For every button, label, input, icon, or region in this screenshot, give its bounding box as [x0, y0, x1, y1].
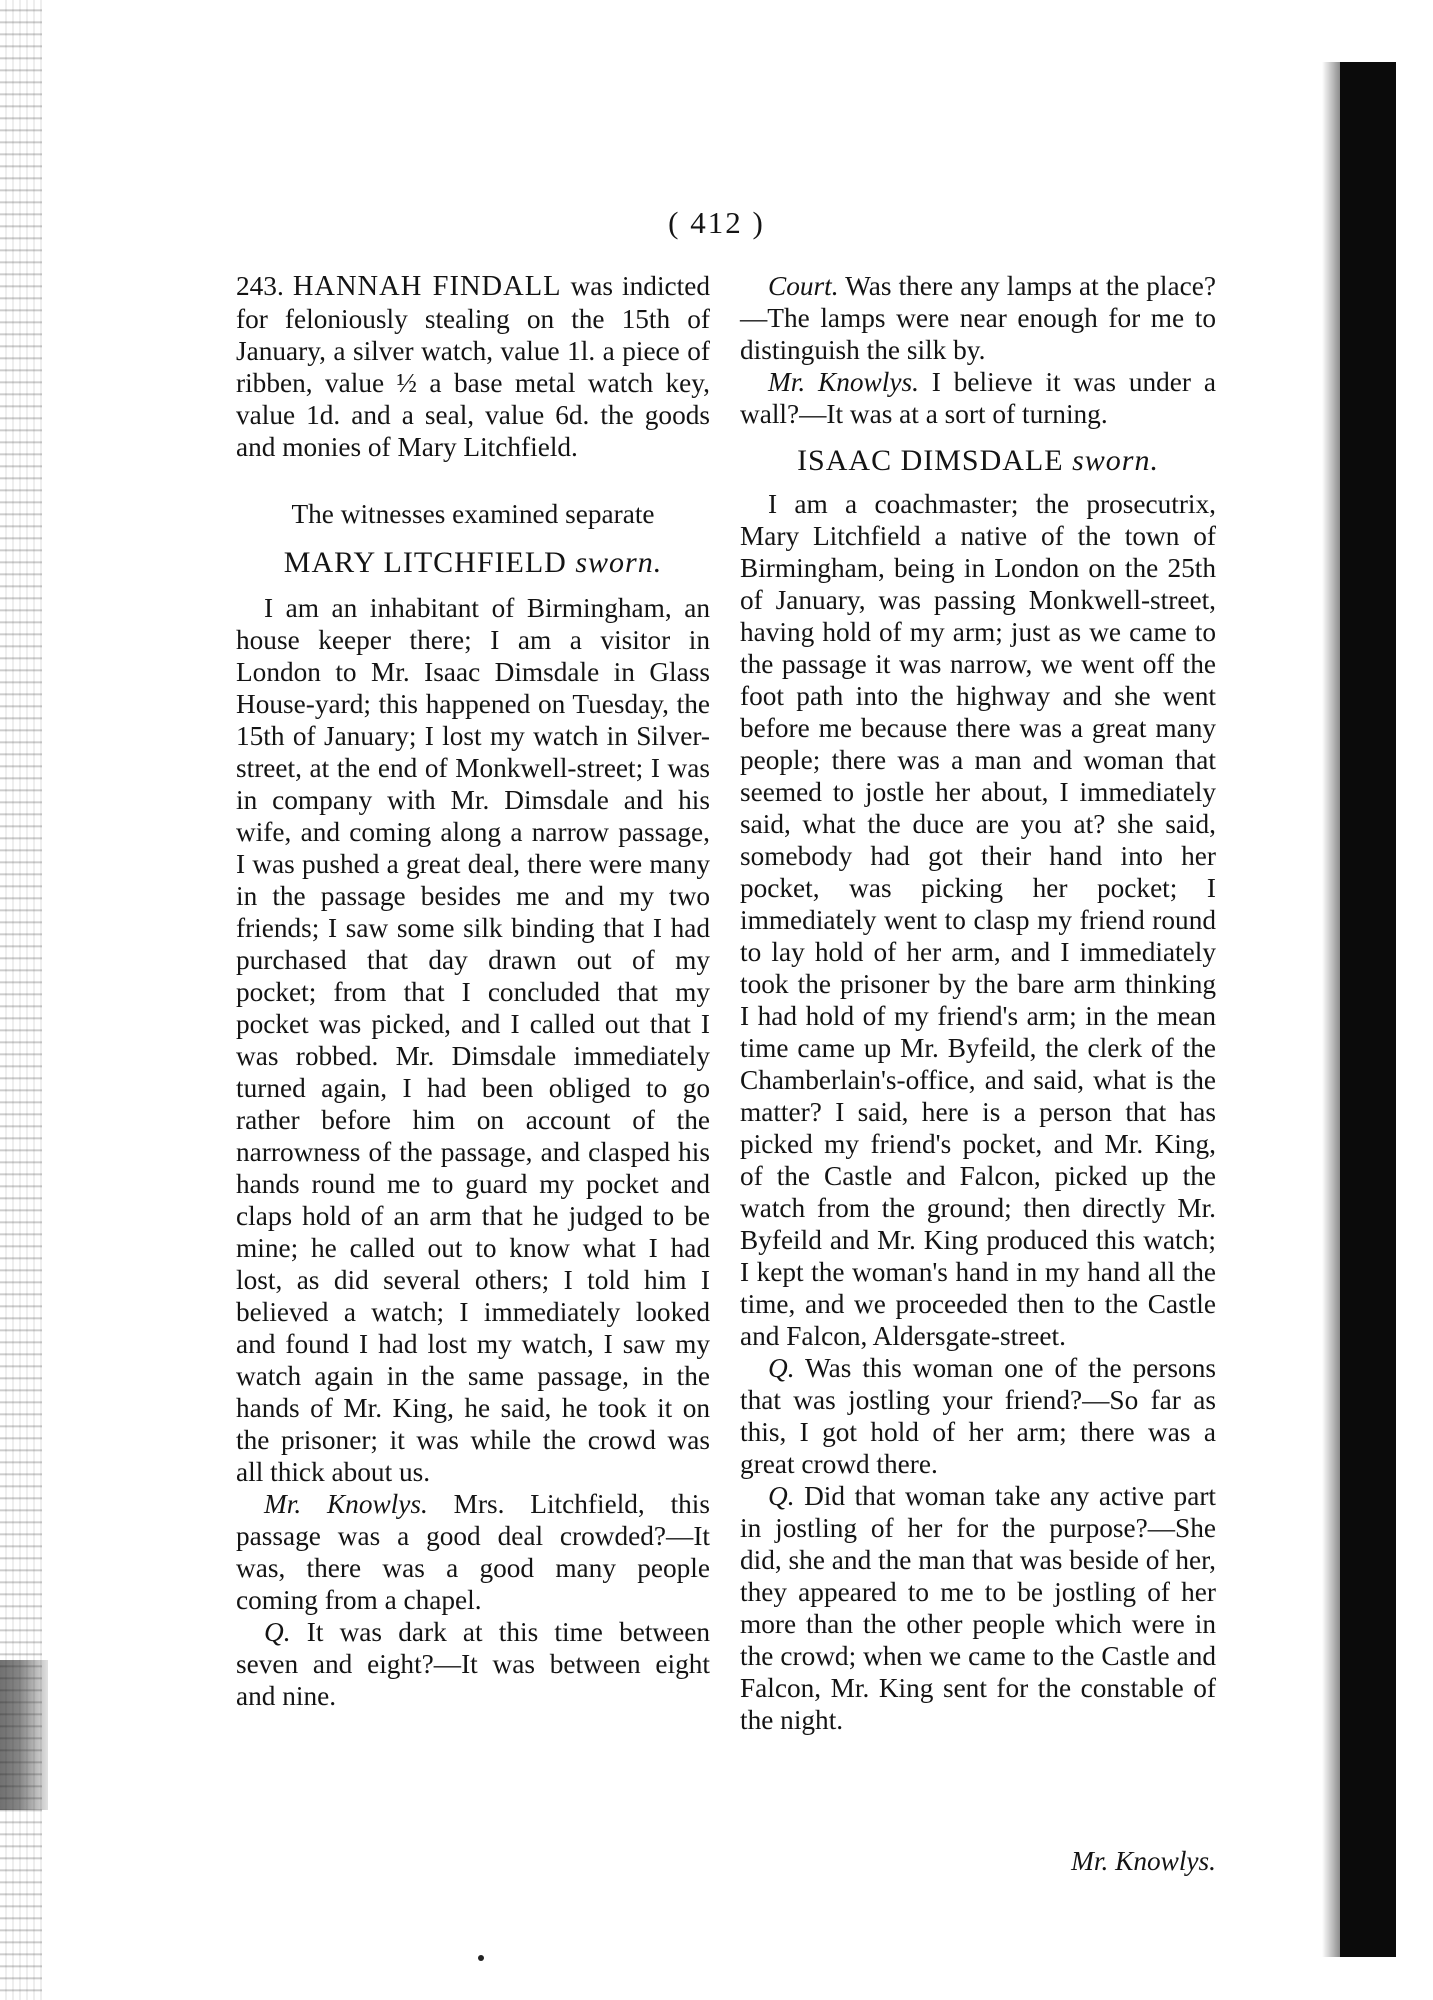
question-paragraph [740, 1352, 1216, 1480]
testimony-paragraph: I am a coachmaster; the prosecutrix, Mary Litchfield a native of the town of Birmingham, being in London on the 25th of January, was passing Monkwell-street, having hold of my arm; just as we came to the passage it was narrow, we went off the foot path into the highway and she went before me because there was a great many people; there was a man and woman that seemed to jostle her about, I immediately said, what the duce are you at? she said, somebody had got their hand into her pocket, was picking her pocket; I immediately went to clasp my friend round to lay hold of her arm, and I immediately took the prisoner by the bare arm thinking I had hold of my friend's arm; in the mean time came up Mr. Byfeild, the clerk of the Chamberlain's-office, and said, what is the matter? I said, here is a person that has picked my friend's pocket, and Mr. King, of the Castle and Falcon, picked up the watch from the ground; then directly Mr. Byfeild and Mr. King produced this watch; I kept the woman's hand in my hand all the time, and we proceeded then to the Castle and Falcon, Aldersgate-street. [740, 489, 1216, 1351]
scan-shadow-left [0, 1660, 48, 1810]
spacer [236, 530, 710, 544]
question-paragraph [236, 1616, 710, 1712]
question-text: Was this woman one of the persons that was jostling your friend?—So far as this, I got hold of her arm; there was a great crowd there. [740, 1353, 1216, 1479]
defendant-name: HANNAH FINDALL [292, 271, 562, 302]
spacer [740, 430, 1216, 442]
witness-name: ISAAC DIMSDALE [797, 444, 1064, 477]
witness-heading [236, 544, 710, 582]
speaker-label: Q. [768, 1481, 795, 1511]
witness-name: MARY LITCHFIELD [283, 546, 567, 579]
question-paragraph [740, 270, 1216, 366]
scan-edge-right [1340, 62, 1396, 1957]
ink-speck [478, 1955, 484, 1961]
case-number: 243. [236, 271, 284, 301]
question-text: I believe it was under a wall?—It was at a sort of turning. [740, 367, 1216, 429]
spacer [740, 480, 1216, 488]
sworn-label: sworn. [1072, 444, 1159, 477]
witness-heading [740, 442, 1216, 480]
catchword: Mr. Knowlys. [1071, 1846, 1216, 1876]
right-column [740, 270, 1216, 1736]
question-text: Was there any lamps at the place?—The lamps were near enough for me to distinguish the silk by. [740, 271, 1216, 365]
spacer [236, 582, 710, 592]
speaker-label: Q. [768, 1353, 795, 1383]
speaker-label: Mr. Knowlys. [264, 1489, 428, 1519]
speaker-label: Court. [768, 271, 839, 301]
speaker-label: Mr. Knowlys. [768, 367, 919, 397]
question-text: Mrs. Litchfield, this passage was a good deal crowded?—It was, there was a good many people coming from a chapel. [236, 1489, 711, 1615]
question-text: It was dark at this time between seven and eight?—It was between eight and nine. [236, 1617, 711, 1711]
question-paragraph [740, 1480, 1216, 1736]
case-paragraph [236, 270, 710, 463]
question-text: Did that woman take any active part in jostling of her for the purpose?—She did, she and the man that was beside of her, they appeared to me to be jostling of her more than the other people which were in the crowd; when we came to the Castle and Falcon, Mr. King sent for the constable of the night. [740, 1481, 1216, 1735]
testimony-paragraph: I am an inhabitant of Birmingham, an house keeper there; I am a visitor in London to Mr. Isaac Dimsdale in Glass House-yard; this happened on Tuesday, the 15th of January; I lost my watch in Silver-street, at the end of Monkwell-street; I was in company with Mr. Dimsdale and his wife, and coming along a narrow passage, I was pushed a great deal, there were many in the passage besides me and my two friends; I saw some silk binding that I had purchased that day drawn out of my pocket; from that I concluded that my pocket was picked, and I called out that I was robbed. Mr. Dimsdale immediately turned again, I had been obliged to go rather before him on account of the narrowness of the passage, and clasped his hands round me to guard my pocket and claps hold of an arm that he judged to be mine; he called out to know what I had lost, as did several others; I told him I believed a watch; I immediately looked and found I had lost my watch, I saw my watch again in the same passage, in the hands of Mr. King, he said, he took it on the prisoner; it was while the crowd was all thick about us. [236, 593, 710, 1487]
sworn-label: sworn. [575, 546, 663, 579]
scan-binding-shadow [1322, 62, 1342, 1957]
examination-note: The witnesses examined separate [291, 499, 655, 529]
case-text: was indicted for feloniously stealing on the 15th of January, a silver watch, value 1l. a piece of ribben, value ½ a base metal watch key, value 1d. and a seal, value 6d. the goods and monies of Mary Litchfield. [236, 271, 710, 462]
speaker-label: Q. [264, 1617, 291, 1647]
left-column [236, 270, 710, 1712]
page-number: ( 412 ) [668, 205, 765, 240]
question-paragraph [236, 1488, 710, 1616]
question-paragraph [740, 366, 1216, 430]
spacer [236, 463, 710, 498]
